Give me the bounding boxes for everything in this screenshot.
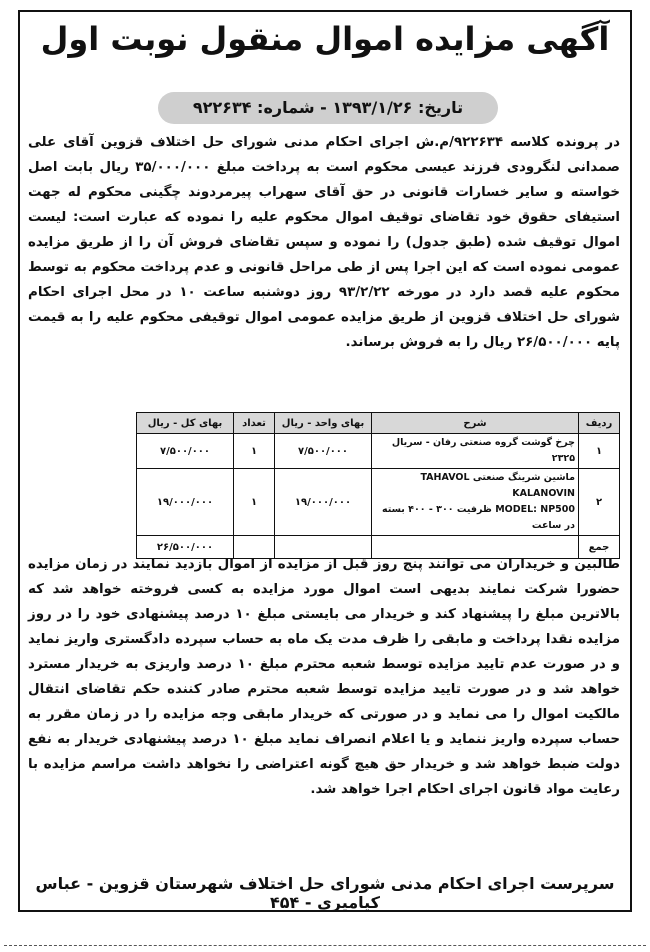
row-index: ۱	[579, 434, 620, 469]
row-index: ۲	[579, 469, 620, 536]
cut-line	[4, 945, 646, 946]
header-quantity: تعداد	[234, 413, 275, 434]
row-description	[372, 469, 579, 536]
notice-paragraph-2: طالبین و خریداران می توانند پنج روز قبل از مزایده از اموال بازدید نمایند در زمان مزایده حضورا شرکت نمایند بدیهی است اموال مورد مزایده به کسی فروخته خواهد شد که بالاترین مبلغ را پیشنهاد کند و خریدار می بایستی مبلغ ۱۰ درصد پیشنهادی خود را در روز مزایده نقدا پرداخت و مابقی را ظرف مدت یک ماه به حساب سپرده دادگستری واریز نماید و در صورت عدم تایید مزایده توسط شعبه محترم مبلغ ۱۰ درصد واریزی به خریدار مسترد خواهد شد و در صورت تایید مزایده توسط شعبه محترم صادر کننده حکم تقاضای انتقال مالکیت اموال را می نماید و در صورتی که خریدار مابقی وجه مزایده را در زمان مقرر به حساب سپرده واریز ننماید و یا اعلام انصراف نماید مبلغ ۱۰ درصد پیشنهادی خریدار به نفع دولت ضبط خواهد شد و خریدار حق هیچ گونه اعتراضی را نخواهد داشت مراسم مزایده با رعایت مواد قانون اجرای احکام اجرا خواهد شد.	[28, 557, 620, 797]
signature-line: سرپرست اجرای احکام مدنی شورای حل اختلاف شهرستان قزوین - عباس کیامیری - ۴۵۴	[35, 874, 615, 912]
table-header-row	[137, 413, 620, 434]
row-quantity: ۱	[234, 434, 275, 469]
header-total-price: بهای کل - ریال	[137, 413, 234, 434]
row-quantity: ۱	[234, 469, 275, 536]
table-row	[137, 434, 620, 469]
row-total-price: ۷/۵۰۰/۰۰۰	[137, 434, 234, 469]
row-total-price: ۱۹/۰۰۰/۰۰۰	[137, 469, 234, 536]
row-description-line: ماشین شرینگ صنعتی TAHAVOL KALANOVIN	[420, 472, 575, 499]
row-description	[372, 434, 579, 469]
total-value: ۲۶/۵۰۰/۰۰۰	[137, 536, 234, 559]
row-unit-price: ۷/۵۰۰/۰۰۰	[275, 434, 372, 469]
header-unit-price: بهای واحد - ریال	[275, 413, 372, 434]
table-row	[137, 469, 620, 536]
notice-title: آگهی مزایده اموال منقول نوبت اول	[40, 20, 610, 58]
total-label: جمع	[579, 536, 620, 559]
notice-frame	[18, 10, 632, 912]
header-description: شرح	[372, 413, 579, 434]
notice-paragraph-1: در پرونده کلاسه ۹۲۲۶۳۴/م.ش اجرای احکام مدنی شورای حل اختلاف قزوین آقای علی صمدانی لنگرودی فرزند عیسی محکوم است به پرداخت مبلغ ۳۵/۰۰۰/۰۰۰ ریال بابت اصل خواسته و سایر خسارات قانونی در حق آقای سهراب پیرمردوند چگینی محکوم له جهت استیفای حقوق خود تقاضای توقیف اموال محکوم علیه را نموده که عبارت است: لیست اموال توقیف شده (طبق جدول) را نموده و سپس تقاضای فروش آن را از طریق مزایده عمومی نموده است که این اجرا پس از طی مراحل قانونی و عدم پرداخت محکوم به توسط محکوم علیه قصد دارد در مورخه ۹۳/۲/۲۲ روز دوشنبه ساعت ۱۰ در محل اجرای احکام شورای حل اختلاف قزوین از طریق مزایده عمومی اموال توقیفی محکوم علیه را به قیمت پایه ۲۶/۵۰۰/۰۰۰ ریال را به فروش برساند.	[28, 135, 620, 350]
header-index: ردیف	[579, 413, 620, 434]
date-number-line: تاریخ: ۱۳۹۳/۱/۲۶ - شماره: ۹۲۲۶۳۴	[158, 92, 498, 124]
row-description-line: چرخ گوشت گروه صنعتی رفان - سریال ۲۳۲۵	[391, 437, 575, 464]
row-description-line-2: MODEL: NP500 ظرفیت ۳۰۰ - ۴۰۰ بسته در ساعت	[381, 504, 575, 531]
row-unit-price: ۱۹/۰۰۰/۰۰۰	[275, 469, 372, 536]
auction-items-table	[136, 412, 620, 559]
